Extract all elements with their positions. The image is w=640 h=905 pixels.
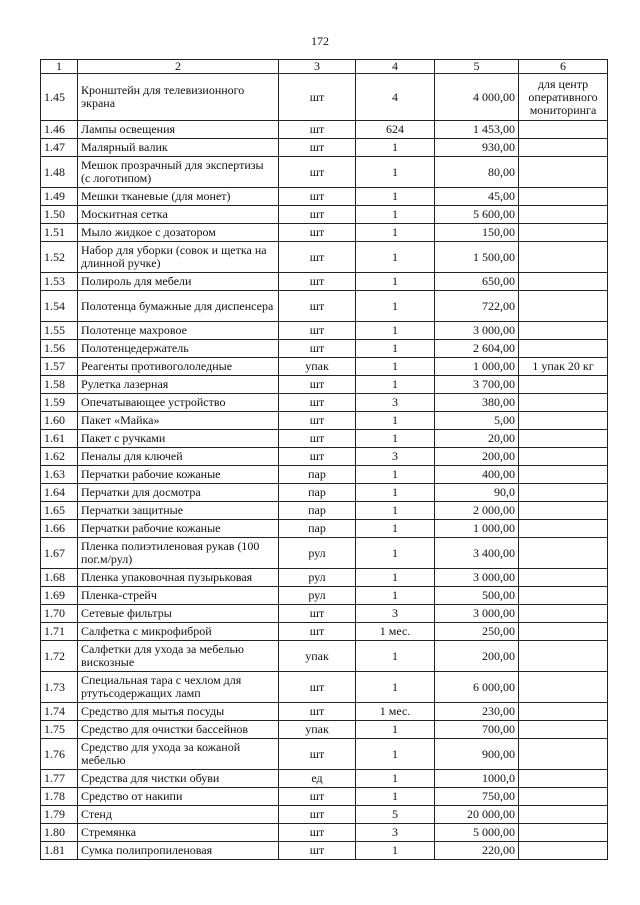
item-unit: шт (279, 340, 356, 358)
item-quantity: 1 (356, 788, 435, 806)
row-number: 1.52 (41, 242, 78, 273)
item-quantity: 1 (356, 206, 435, 224)
column-header: 1 (41, 60, 78, 74)
item-name: Москитная сетка (78, 206, 279, 224)
item-note (519, 484, 608, 502)
item-note: 1 упак 20 кг (519, 358, 608, 376)
row-number: 1.76 (41, 739, 78, 770)
item-name: Рулетка лазерная (78, 376, 279, 394)
item-note (519, 322, 608, 340)
row-number: 1.51 (41, 224, 78, 242)
item-name: Салфетка с микрофиброй (78, 623, 279, 641)
item-note (519, 824, 608, 842)
item-note (519, 605, 608, 623)
item-note (519, 721, 608, 739)
item-unit: шт (279, 623, 356, 641)
item-name: Сумка полипропиленовая (78, 842, 279, 860)
item-name: Мыло жидкое с дозатором (78, 224, 279, 242)
row-number: 1.62 (41, 448, 78, 466)
column-header: 2 (78, 60, 279, 74)
item-unit: шт (279, 206, 356, 224)
item-price: 5 600,00 (435, 206, 519, 224)
item-note (519, 569, 608, 587)
item-unit: шт (279, 139, 356, 157)
item-name: Средство для очистки бассейнов (78, 721, 279, 739)
item-name: Стремянка (78, 824, 279, 842)
item-name: Опечатывающее устройство (78, 394, 279, 412)
item-price: 1 500,00 (435, 242, 519, 273)
column-header: 4 (356, 60, 435, 74)
item-name: Средства для чистки обуви (78, 770, 279, 788)
item-quantity: 1 (356, 641, 435, 672)
table-row (41, 430, 608, 448)
item-price: 3 400,00 (435, 538, 519, 569)
row-number: 1.58 (41, 376, 78, 394)
table-row (41, 358, 608, 376)
item-name: Средство для мытья посуды (78, 703, 279, 721)
row-number: 1.50 (41, 206, 78, 224)
item-price: 200,00 (435, 448, 519, 466)
item-unit: шт (279, 121, 356, 139)
item-quantity: 3 (356, 394, 435, 412)
item-name: Полироль для мебели (78, 273, 279, 291)
item-note (519, 157, 608, 188)
item-quantity: 1 мес. (356, 703, 435, 721)
item-price: 220,00 (435, 842, 519, 860)
item-quantity: 1 (356, 739, 435, 770)
item-quantity: 1 (356, 273, 435, 291)
item-unit: шт (279, 806, 356, 824)
item-note (519, 520, 608, 538)
table-row (41, 157, 608, 188)
row-number: 1.61 (41, 430, 78, 448)
row-number: 1.63 (41, 466, 78, 484)
item-price: 4 000,00 (435, 74, 519, 121)
item-price: 45,00 (435, 188, 519, 206)
item-name: Перчатки рабочие кожаные (78, 520, 279, 538)
item-note (519, 394, 608, 412)
item-price: 750,00 (435, 788, 519, 806)
item-name: Реагенты противогололедные (78, 358, 279, 376)
item-price: 3 000,00 (435, 322, 519, 340)
item-unit: шт (279, 448, 356, 466)
table-row (41, 74, 608, 121)
item-note (519, 273, 608, 291)
item-price: 5 000,00 (435, 824, 519, 842)
item-quantity: 3 (356, 605, 435, 623)
item-name: Набор для уборки (совок и щетка на длинной ручке) (78, 242, 279, 273)
item-unit: шт (279, 430, 356, 448)
column-header: 3 (279, 60, 356, 74)
row-number: 1.78 (41, 788, 78, 806)
item-price: 80,00 (435, 157, 519, 188)
item-price: 200,00 (435, 641, 519, 672)
item-name: Пеналы для ключей (78, 448, 279, 466)
item-price: 650,00 (435, 273, 519, 291)
item-note (519, 242, 608, 273)
row-number: 1.54 (41, 291, 78, 322)
item-name: Пленка полиэтиленовая рукав (100 пог.м/рул) (78, 538, 279, 569)
item-name: Перчатки защитные (78, 502, 279, 520)
item-unit: упак (279, 641, 356, 672)
item-quantity: 1 (356, 484, 435, 502)
item-quantity: 1 (356, 502, 435, 520)
table-row (41, 806, 608, 824)
table-row (41, 484, 608, 502)
item-note (519, 139, 608, 157)
item-unit: шт (279, 188, 356, 206)
item-note (519, 502, 608, 520)
table-row (41, 224, 608, 242)
item-price: 930,00 (435, 139, 519, 157)
item-quantity: 1 (356, 224, 435, 242)
item-note (519, 121, 608, 139)
table-row (41, 121, 608, 139)
table-row (41, 770, 608, 788)
table-row (41, 448, 608, 466)
item-note (519, 188, 608, 206)
item-quantity: 1 (356, 322, 435, 340)
item-price: 20,00 (435, 430, 519, 448)
row-number: 1.70 (41, 605, 78, 623)
table-row (41, 242, 608, 273)
row-number: 1.46 (41, 121, 78, 139)
row-number: 1.73 (41, 672, 78, 703)
item-note (519, 770, 608, 788)
table-row (41, 139, 608, 157)
row-number: 1.47 (41, 139, 78, 157)
item-quantity: 1 (356, 569, 435, 587)
table-row (41, 641, 608, 672)
item-name: Перчатки рабочие кожаные (78, 466, 279, 484)
row-number: 1.69 (41, 587, 78, 605)
table-row (41, 739, 608, 770)
item-quantity: 1 (356, 188, 435, 206)
item-unit: шт (279, 394, 356, 412)
item-quantity: 1 (356, 466, 435, 484)
column-header: 6 (519, 60, 608, 74)
item-price: 1 453,00 (435, 121, 519, 139)
item-note (519, 466, 608, 484)
item-unit: пар (279, 520, 356, 538)
item-note (519, 806, 608, 824)
item-unit: пар (279, 502, 356, 520)
item-quantity: 1 (356, 520, 435, 538)
item-note (519, 739, 608, 770)
item-note (519, 291, 608, 322)
item-price: 150,00 (435, 224, 519, 242)
item-quantity: 1 мес. (356, 623, 435, 641)
item-price: 400,00 (435, 466, 519, 484)
table-body (41, 74, 608, 860)
table-row (41, 842, 608, 860)
item-unit: шт (279, 672, 356, 703)
row-number: 1.49 (41, 188, 78, 206)
item-unit: шт (279, 273, 356, 291)
item-quantity: 3 (356, 448, 435, 466)
item-unit: шт (279, 824, 356, 842)
table-row (41, 703, 608, 721)
item-name: Лампы освещения (78, 121, 279, 139)
item-quantity: 1 (356, 842, 435, 860)
item-note (519, 224, 608, 242)
item-name: Пакет «Майка» (78, 412, 279, 430)
item-name: Пленка-стрейч (78, 587, 279, 605)
item-note: для центр оперативного мониторинга (519, 74, 608, 121)
item-quantity: 4 (356, 74, 435, 121)
item-price: 90,0 (435, 484, 519, 502)
item-name: Специальная тара с чехлом для ртутьсодержащих ламп (78, 672, 279, 703)
item-name: Средство для ухода за кожаной мебелью (78, 739, 279, 770)
item-price: 900,00 (435, 739, 519, 770)
table-row (41, 273, 608, 291)
item-quantity: 1 (356, 242, 435, 273)
item-unit: шт (279, 703, 356, 721)
item-name: Мешки тканевые (для монет) (78, 188, 279, 206)
column-header: 5 (435, 60, 519, 74)
item-unit: упак (279, 721, 356, 739)
item-unit: шт (279, 291, 356, 322)
item-name: Сетевые фильтры (78, 605, 279, 623)
item-unit: пар (279, 484, 356, 502)
table-row (41, 587, 608, 605)
row-number: 1.81 (41, 842, 78, 860)
table-row (41, 376, 608, 394)
item-unit: шт (279, 242, 356, 273)
item-note (519, 206, 608, 224)
item-note (519, 376, 608, 394)
item-unit: шт (279, 788, 356, 806)
row-number: 1.67 (41, 538, 78, 569)
item-note (519, 842, 608, 860)
row-number: 1.71 (41, 623, 78, 641)
item-price: 380,00 (435, 394, 519, 412)
row-number: 1.79 (41, 806, 78, 824)
table-row (41, 788, 608, 806)
header-row (41, 60, 608, 74)
item-unit: шт (279, 322, 356, 340)
item-note (519, 788, 608, 806)
item-quantity: 1 (356, 139, 435, 157)
item-note (519, 587, 608, 605)
item-unit: шт (279, 376, 356, 394)
item-name: Полотенцедержатель (78, 340, 279, 358)
row-number: 1.80 (41, 824, 78, 842)
item-price: 1 000,00 (435, 358, 519, 376)
row-number: 1.57 (41, 358, 78, 376)
item-unit: шт (279, 157, 356, 188)
item-unit: шт (279, 224, 356, 242)
table-row (41, 340, 608, 358)
item-note (519, 430, 608, 448)
item-name: Средство от накипи (78, 788, 279, 806)
row-number: 1.48 (41, 157, 78, 188)
row-number: 1.45 (41, 74, 78, 121)
table-row (41, 322, 608, 340)
row-number: 1.74 (41, 703, 78, 721)
page-number: 172 (311, 34, 329, 48)
items-table (40, 59, 608, 860)
row-number: 1.77 (41, 770, 78, 788)
item-name: Стенд (78, 806, 279, 824)
row-number: 1.53 (41, 273, 78, 291)
row-number: 1.55 (41, 322, 78, 340)
table-row (41, 394, 608, 412)
item-unit: рул (279, 569, 356, 587)
table-row (41, 605, 608, 623)
item-note (519, 412, 608, 430)
item-price: 722,00 (435, 291, 519, 322)
item-quantity: 1 (356, 412, 435, 430)
item-quantity: 1 (356, 770, 435, 788)
item-quantity: 1 (356, 291, 435, 322)
item-price: 500,00 (435, 587, 519, 605)
item-price: 3 700,00 (435, 376, 519, 394)
item-note (519, 703, 608, 721)
item-price: 5,00 (435, 412, 519, 430)
row-number: 1.64 (41, 484, 78, 502)
item-unit: шт (279, 739, 356, 770)
table-row (41, 466, 608, 484)
row-number: 1.66 (41, 520, 78, 538)
item-quantity: 1 (356, 721, 435, 739)
item-unit: ед (279, 770, 356, 788)
item-unit: шт (279, 412, 356, 430)
item-name: Полотенца бумажные для диспенсера (78, 291, 279, 322)
item-name: Малярный валик (78, 139, 279, 157)
item-quantity: 1 (356, 340, 435, 358)
table-row (41, 721, 608, 739)
item-price: 3 000,00 (435, 605, 519, 623)
item-unit: шт (279, 605, 356, 623)
table-row (41, 672, 608, 703)
table-row (41, 412, 608, 430)
item-name: Кронштейн для телевизионного экрана (78, 74, 279, 121)
item-note (519, 641, 608, 672)
row-number: 1.72 (41, 641, 78, 672)
table-row (41, 623, 608, 641)
item-unit: рул (279, 538, 356, 569)
table-row (41, 824, 608, 842)
item-quantity: 1 (356, 538, 435, 569)
item-unit: пар (279, 466, 356, 484)
item-note (519, 340, 608, 358)
table-row (41, 188, 608, 206)
row-number: 1.59 (41, 394, 78, 412)
item-unit: рул (279, 587, 356, 605)
item-price: 1 000,00 (435, 520, 519, 538)
item-note (519, 623, 608, 641)
item-quantity: 624 (356, 121, 435, 139)
item-note (519, 538, 608, 569)
row-number: 1.60 (41, 412, 78, 430)
item-unit: упак (279, 358, 356, 376)
table-row (41, 502, 608, 520)
item-quantity: 1 (356, 157, 435, 188)
row-number: 1.56 (41, 340, 78, 358)
table-row (41, 291, 608, 322)
item-quantity: 1 (356, 672, 435, 703)
item-price: 2 000,00 (435, 502, 519, 520)
item-name: Пакет с ручками (78, 430, 279, 448)
item-price: 20 000,00 (435, 806, 519, 824)
item-price: 1000,0 (435, 770, 519, 788)
item-price: 6 000,00 (435, 672, 519, 703)
table-row (41, 538, 608, 569)
table-row (41, 569, 608, 587)
item-price: 3 000,00 (435, 569, 519, 587)
table-row (41, 206, 608, 224)
item-quantity: 3 (356, 824, 435, 842)
item-quantity: 1 (356, 376, 435, 394)
item-quantity: 1 (356, 587, 435, 605)
item-name: Салфетки для ухода за мебелью вискозные (78, 641, 279, 672)
item-name: Мешок прозрачный для экспертизы (с логотипом) (78, 157, 279, 188)
item-price: 2 604,00 (435, 340, 519, 358)
item-note (519, 672, 608, 703)
item-price: 250,00 (435, 623, 519, 641)
item-name: Перчатки для досмотра (78, 484, 279, 502)
item-note (519, 448, 608, 466)
table-row (41, 520, 608, 538)
item-name: Пленка упаковочная пузырьковая (78, 569, 279, 587)
item-name: Полотенце махровое (78, 322, 279, 340)
row-number: 1.75 (41, 721, 78, 739)
item-quantity: 5 (356, 806, 435, 824)
item-unit: шт (279, 842, 356, 860)
item-unit: шт (279, 74, 356, 121)
item-price: 230,00 (435, 703, 519, 721)
item-quantity: 1 (356, 358, 435, 376)
item-quantity: 1 (356, 430, 435, 448)
row-number: 1.65 (41, 502, 78, 520)
item-price: 700,00 (435, 721, 519, 739)
row-number: 1.68 (41, 569, 78, 587)
